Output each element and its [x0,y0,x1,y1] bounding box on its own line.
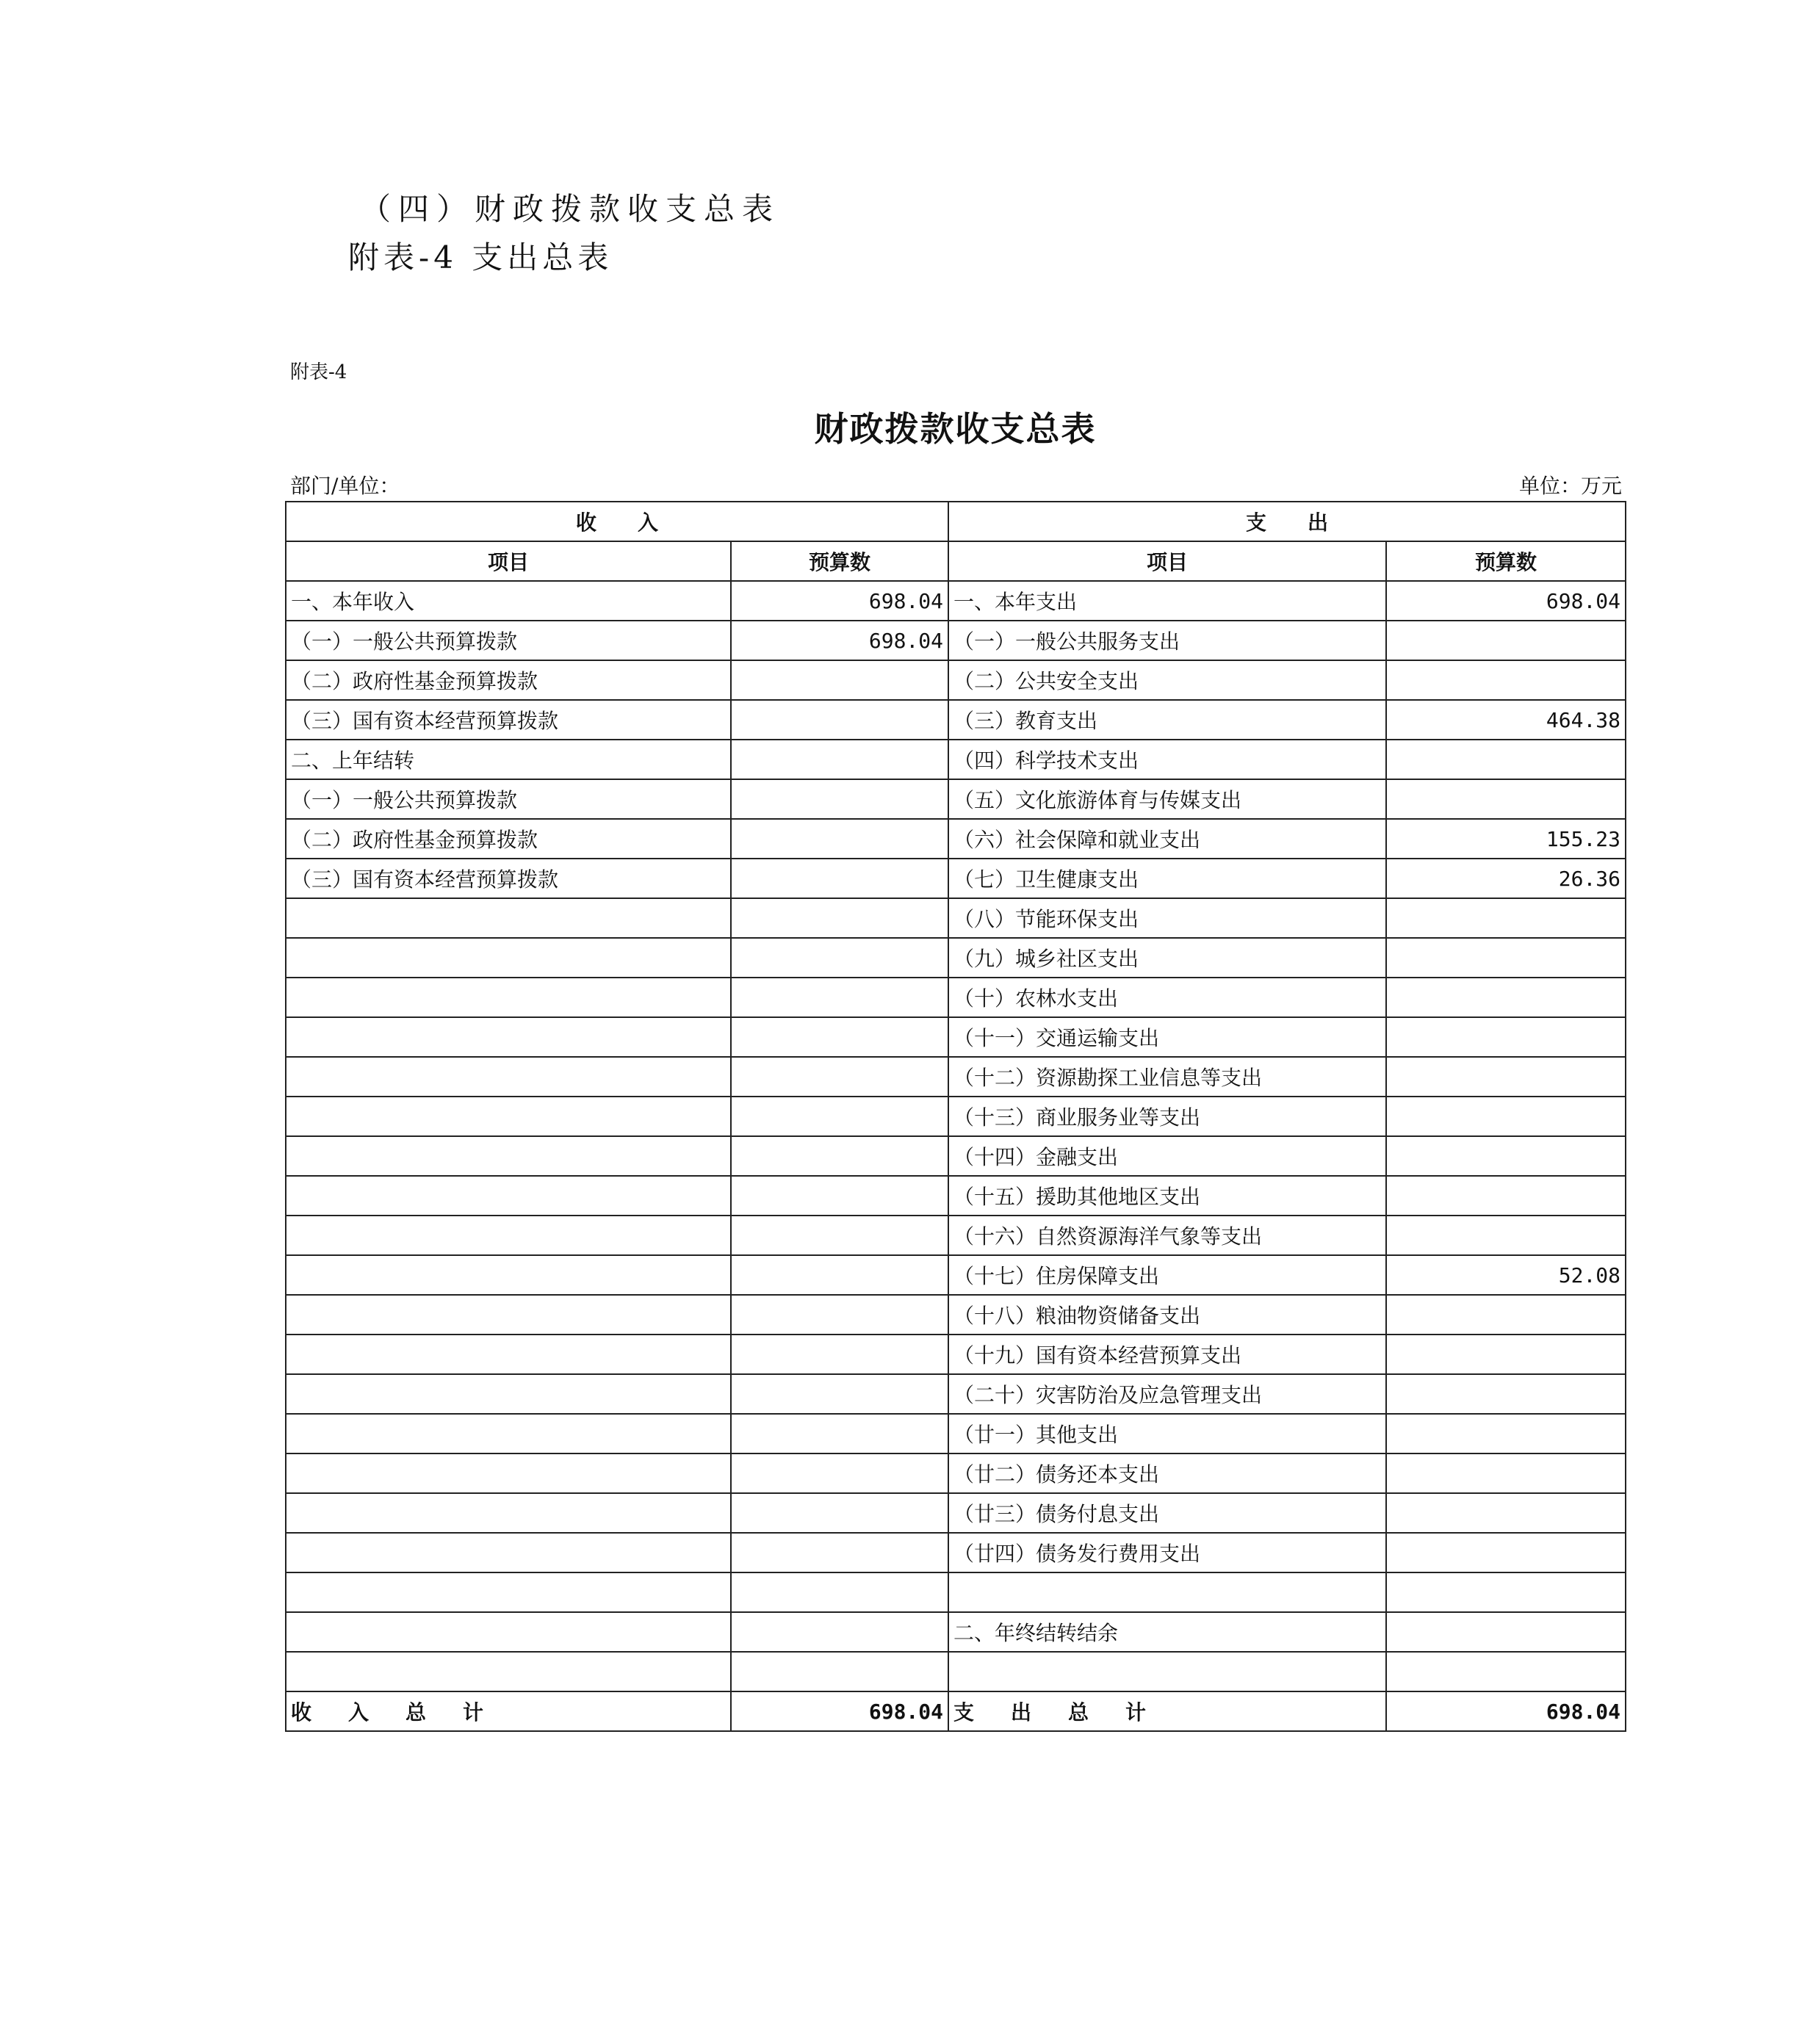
expense-item-cell: （十五）援助其他地区支出 [948,1176,1386,1216]
expense-value-cell [1386,1453,1626,1493]
income-value-cell [731,779,948,819]
expense-value-cell [1386,1017,1626,1057]
income-total-text: 收入总计 [291,1700,521,1725]
income-item-cell [286,1295,731,1335]
expense-item-cell: （七）卫生健康支出 [948,859,1386,898]
income-value-cell [731,1453,948,1493]
expense-item-cell: （四）科学技术支出 [948,740,1386,779]
income-item-cell [286,1453,731,1493]
expense-item-cell: （十二）资源勘探工业信息等支出 [948,1057,1386,1097]
expense-item-cell: （二）公共安全支出 [948,660,1386,700]
table-row [286,1057,1626,1097]
expense-item-cell: （十七）住房保障支出 [948,1255,1386,1295]
expense-item-cell: （十一）交通运输支出 [948,1017,1386,1057]
table-row [286,1453,1626,1493]
expense-value-cell [1386,1493,1626,1533]
expense-total-text: 支出总计 [953,1700,1183,1725]
income-value-cell [731,938,948,978]
expense-item-cell: （十三）商业服务业等支出 [948,1097,1386,1136]
income-value-cell [731,1216,948,1255]
expense-value-cell [1386,1097,1626,1136]
expense-value-cell: 698.04 [1386,581,1626,621]
attachment-label: 附表-4 [290,361,347,383]
income-value-cell [731,978,948,1017]
income-item-cell: （三）国有资本经营预算拨款 [286,859,731,898]
expense-item-cell: （二十）灾害防治及应急管理支出 [948,1374,1386,1414]
income-item-cell: （三）国有资本经营预算拨款 [286,700,731,740]
income-item-cell: （一）一般公共预算拨款 [286,779,731,819]
expense-value-cell [1386,1136,1626,1176]
expense-item-cell: （一）一般公共服务支出 [948,621,1386,660]
unit-label: 单位：万元 [1518,474,1622,498]
expense-item-cell: （十九）国有资本经营预算支出 [948,1335,1386,1374]
table-row [286,1216,1626,1255]
expense-item-cell: 一、本年支出 [948,581,1386,621]
income-item-cell: （一）一般公共预算拨款 [286,621,731,660]
expense-value-cell [1386,1652,1626,1691]
table-row [286,581,1626,621]
section-heading: （四）财政拨款收支总表 [360,191,781,227]
income-value-cell [731,1017,948,1057]
table-row [286,1652,1626,1691]
income-item-cell [286,1572,731,1612]
income-value-cell [731,1414,948,1453]
expense-value-cell [1386,740,1626,779]
income-value-cell [731,859,948,898]
total-row [286,1691,1626,1731]
income-item-header: 项目 [286,541,731,581]
expense-item-cell: 二、年终结转结余 [948,1612,1386,1652]
table-row [286,819,1626,859]
budget-table [285,501,1626,1732]
sub-heading: 附表-4 支出总表 [348,239,613,275]
table-row [286,1493,1626,1533]
expense-item-cell: （十）农林水支出 [948,978,1386,1017]
expense-value-cell [1386,1335,1626,1374]
income-header: 收 入 [286,502,948,541]
expense-item-cell: （六）社会保障和就业支出 [948,819,1386,859]
table-row [286,1136,1626,1176]
table-row [286,1533,1626,1572]
income-item-cell: 一、本年收入 [286,581,731,621]
table-row [286,1017,1626,1057]
income-item-cell: （二）政府性基金预算拨款 [286,660,731,700]
table-row [286,978,1626,1017]
expense-item-cell: （九）城乡社区支出 [948,938,1386,978]
expense-item-cell [948,1652,1386,1691]
income-item-cell [286,1097,731,1136]
table-row [286,898,1626,938]
expense-value-cell [1386,898,1626,938]
income-value-cell [731,1176,948,1216]
table-row [286,621,1626,660]
income-value-cell [731,1493,948,1533]
income-value-cell [731,1097,948,1136]
income-total-label [286,1691,731,1731]
table-row [286,859,1626,898]
table-row [286,1335,1626,1374]
table-row [286,1414,1626,1453]
expense-value-cell [1386,1414,1626,1453]
income-item-cell [286,1216,731,1255]
expense-item-cell: （十八）粮油物资储备支出 [948,1295,1386,1335]
expense-budget-header: 预算数 [1386,541,1626,581]
expense-value-cell [1386,1612,1626,1652]
income-item-cell [286,1414,731,1453]
expense-item-cell: （十四）金融支出 [948,1136,1386,1176]
expense-value-cell: 464.38 [1386,700,1626,740]
expense-value-cell [1386,978,1626,1017]
expense-value-cell [1386,1572,1626,1612]
table-row [286,1374,1626,1414]
income-item-cell [286,1057,731,1097]
expense-value-cell [1386,1533,1626,1572]
income-value-cell [731,1136,948,1176]
table-row [286,660,1626,700]
expense-value-cell [1386,1057,1626,1097]
income-item-cell [286,898,731,938]
income-value-cell [731,1612,948,1652]
expense-value-cell [1386,1374,1626,1414]
income-item-cell: （二）政府性基金预算拨款 [286,819,731,859]
income-item-cell [286,1374,731,1414]
table-row [286,938,1626,978]
income-value-cell [731,819,948,859]
expense-value-cell: 26.36 [1386,859,1626,898]
income-item-cell [286,978,731,1017]
income-item-cell [286,1136,731,1176]
income-item-cell [286,1493,731,1533]
table-row [286,1176,1626,1216]
income-value-cell: 698.04 [731,581,948,621]
page-title: 财政拨款收支总表 [814,409,1097,449]
income-item-cell [286,1533,731,1572]
expense-item-cell: （廿二）债务还本支出 [948,1453,1386,1493]
expense-value-cell [1386,621,1626,660]
income-value-cell [731,740,948,779]
income-value-cell [731,1295,948,1335]
expense-value-cell: 52.08 [1386,1255,1626,1295]
expense-item-cell: （廿四）债务发行费用支出 [948,1533,1386,1572]
income-value-cell [731,700,948,740]
table-row [286,740,1626,779]
expense-value-cell [1386,779,1626,819]
income-value-cell [731,1652,948,1691]
income-item-cell [286,938,731,978]
header-row-top [286,502,1626,541]
income-budget-header: 预算数 [731,541,948,581]
income-value-cell [731,660,948,700]
income-item-cell [286,1017,731,1057]
department-label: 部门/单位： [290,474,400,498]
expense-value-cell [1386,1176,1626,1216]
header-row-columns [286,541,1626,581]
expense-value-cell [1386,660,1626,700]
income-value-cell [731,898,948,938]
income-item-cell [286,1255,731,1295]
table-row [286,1572,1626,1612]
income-value-cell [731,1572,948,1612]
income-value-cell [731,1374,948,1414]
income-value-cell [731,1057,948,1097]
income-total-value: 698.04 [731,1691,948,1731]
table-row [286,1097,1626,1136]
expense-value-cell [1386,1216,1626,1255]
income-item-cell: 二、上年结转 [286,740,731,779]
income-item-cell [286,1176,731,1216]
income-item-cell [286,1652,731,1691]
income-value-cell [731,1533,948,1572]
expense-value-cell [1386,1295,1626,1335]
expense-item-cell: （廿三）债务付息支出 [948,1493,1386,1533]
table-row [286,700,1626,740]
expense-header: 支 出 [948,502,1626,541]
income-value-cell: 698.04 [731,621,948,660]
expense-item-cell: （三）教育支出 [948,700,1386,740]
expense-item-cell: （五）文化旅游体育与传媒支出 [948,779,1386,819]
expense-item-cell: （八）节能环保支出 [948,898,1386,938]
table-row [286,1255,1626,1295]
table-row [286,1612,1626,1652]
income-item-cell [286,1335,731,1374]
income-value-cell [731,1255,948,1295]
expense-value-cell: 155.23 [1386,819,1626,859]
expense-total-value: 698.04 [1386,1691,1626,1731]
expense-item-cell: （十六）自然资源海洋气象等支出 [948,1216,1386,1255]
expense-item-header: 项目 [948,541,1386,581]
expense-value-cell [1386,938,1626,978]
income-item-cell [286,1612,731,1652]
expense-item-cell: （廿一）其他支出 [948,1414,1386,1453]
table-row [286,779,1626,819]
income-value-cell [731,1335,948,1374]
expense-item-cell [948,1572,1386,1612]
expense-total-label [948,1691,1386,1731]
table-row [286,1295,1626,1335]
